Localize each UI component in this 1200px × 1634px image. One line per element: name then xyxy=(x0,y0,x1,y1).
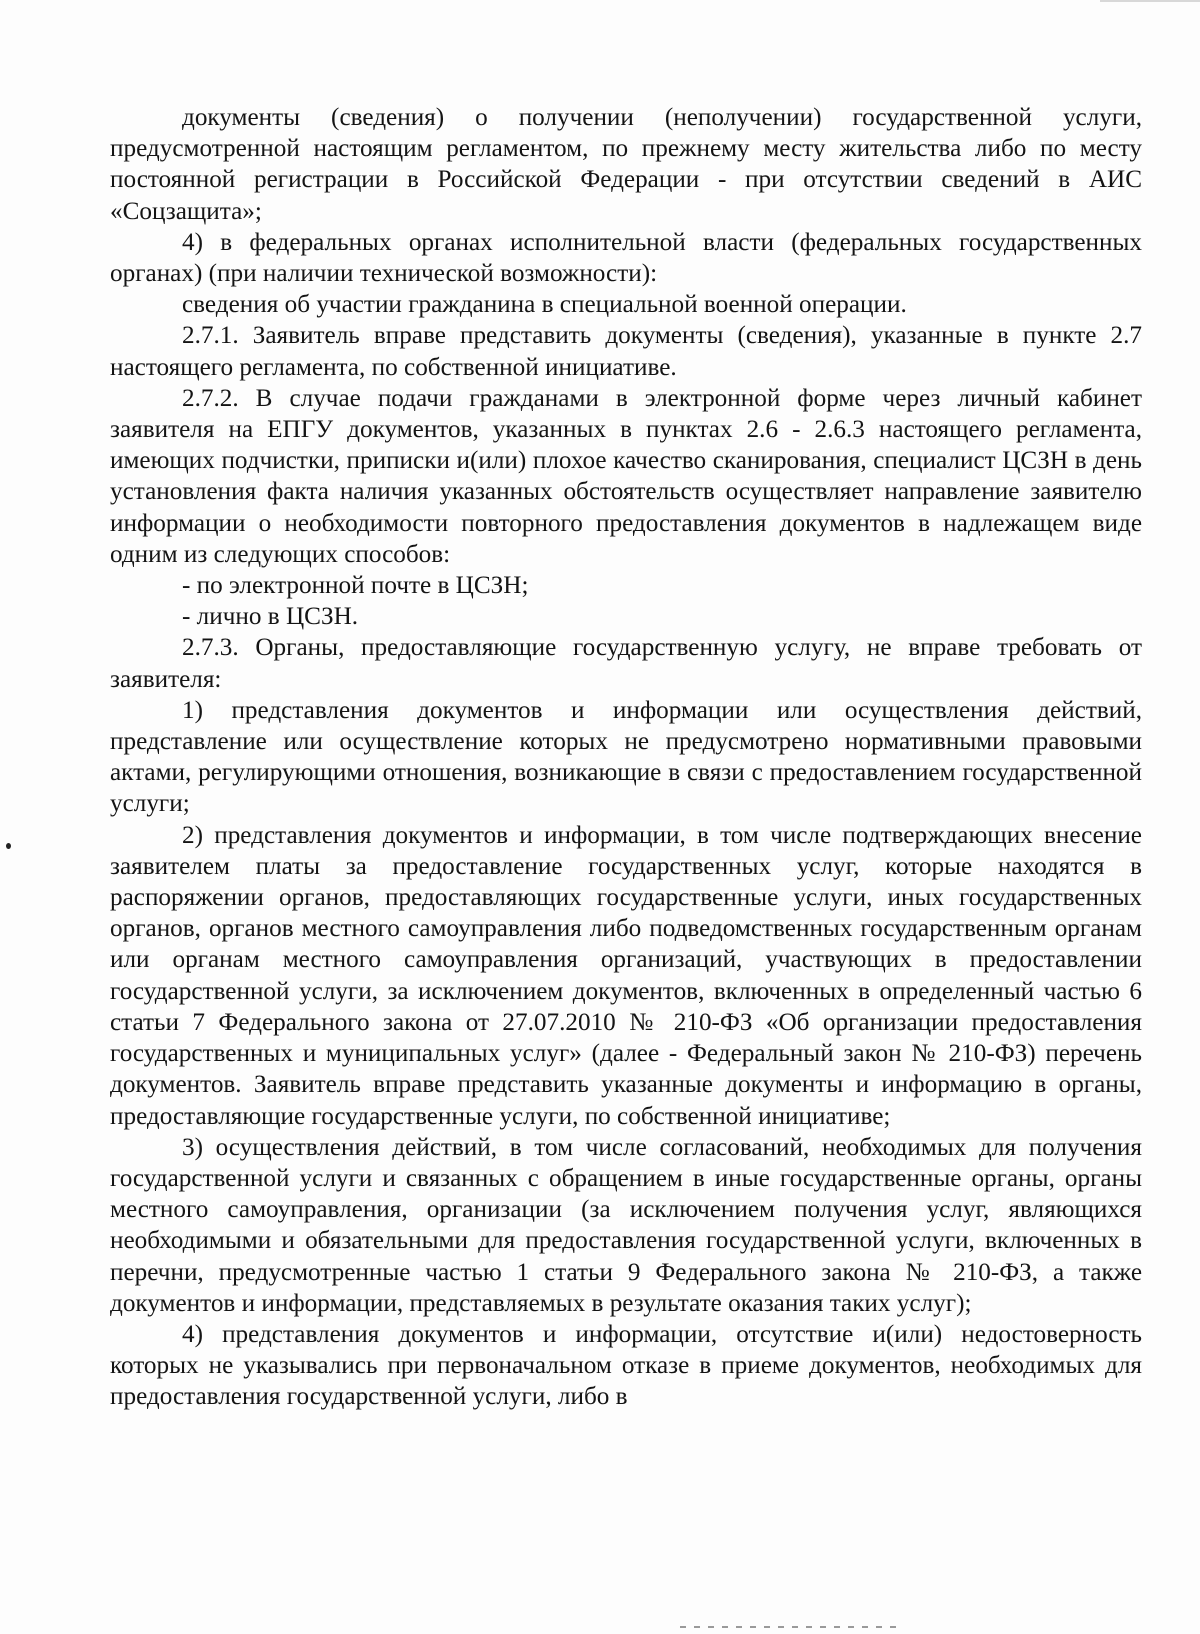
scan-artifact-top xyxy=(1100,0,1200,2)
paragraph-item-2: 2) представления документов и информации, в том числе подтверждающих внесение заявителем платы за предоставление государственных услуг, которые находятся в распоряжении органов, предоставляющих государственные услуги, иных государственных органов, органов местного самоуправления либо подведомственных государственным органам или органам местного самоуправления организаций, участвующих в предоставлении государственной услуги, за исключением документов, включенных в определенный частью 6 статьи 7 Федерального закона от 27.07.2010 № 210-ФЗ «Об организации предоставления государственных и муниципальных услуг» (далее - Федеральный закон № 210-ФЗ) перечень документов. Заявитель вправе представить указанные документы и информацию в органы, предоставляющие государственные услуги, по собственной инициативе; xyxy=(110,821,1142,1130)
paragraph-2-7-3: 2.7.3. Органы, предоставляющие государственную услугу, не вправе требовать от заявителя: xyxy=(110,634,1142,693)
scan-artifact-bottom xyxy=(680,1626,900,1628)
document-body xyxy=(110,102,1142,1413)
paragraph-item-1: 1) представления документов и информации или осуществления действий, представление или осуществление которых не предусмотрено нормативными правовыми актами, регулирующими отношения, возникающие в связи с предоставлением государственной услуги; xyxy=(110,696,1142,818)
paragraph-item-4-federal: 4) в федеральных органах исполнительной власти (федеральных государственных органах) (при наличии технической возможности): xyxy=(110,228,1142,288)
paragraph-item-3: 3) осуществления действий, в том числе согласований, необходимых для получения государственной услуги и связанных с обращением в иные государственные органы, органы местного самоуправления, организации (за исключением получения услуг, являющихся необходимыми и обязательными для предоставления государственной услуги, включенных в перечни, предусмотренные частью 1 статьи 9 Федерального закона № 210-ФЗ, а также документов и информации, представляемых в результате оказания таких услуг); xyxy=(110,1133,1142,1317)
paragraph-personal-option: - лично в ЦСЗН. xyxy=(182,603,359,631)
paragraph-2-7-2: 2.7.2. В случае подачи гражданами в электронной форме через личный кабинет заявителя на ЕПГУ документов, указанных в пунктах 2.6 - 2.6.3 настоящего регламента, имеющих подчистки, приписки и(или) плохое качество сканирования, специалист ЦСЗН в день установления факта наличия указанных обстоятельств осуществляет направление заявителю информации о необходимости повторного предоставления документов в надлежащем виде одним из следующих способов: xyxy=(110,384,1142,568)
paragraph-documents-info: документы (сведения) о получении (неполучении) государственной услуги, предусмотренной настоящим регламентом, по прежнему месту жительства либо по месту постоянной регистрации в Российской Федерации - при отсутствии сведений в АИС «Соцзащита»; xyxy=(110,104,1142,225)
paragraph-2-7-1: 2.7.1. Заявитель вправе представить документы (сведения), указанные в пункте 2.7 настоящего регламента, по собственной инициативе. xyxy=(110,322,1142,381)
paragraph-svo-info: сведения об участии гражданина в специальной военной операции. xyxy=(182,291,907,319)
scan-speck xyxy=(6,843,11,849)
paragraph-item-4: 4) представления документов и информации, отсутствие и(или) недостоверность которых не указывались при первоначальном отказе в приеме документов, необходимых для предоставления государственной услуги, либо в xyxy=(110,1320,1142,1411)
paragraph-email-option: - по электронной почте в ЦСЗН; xyxy=(182,572,529,600)
